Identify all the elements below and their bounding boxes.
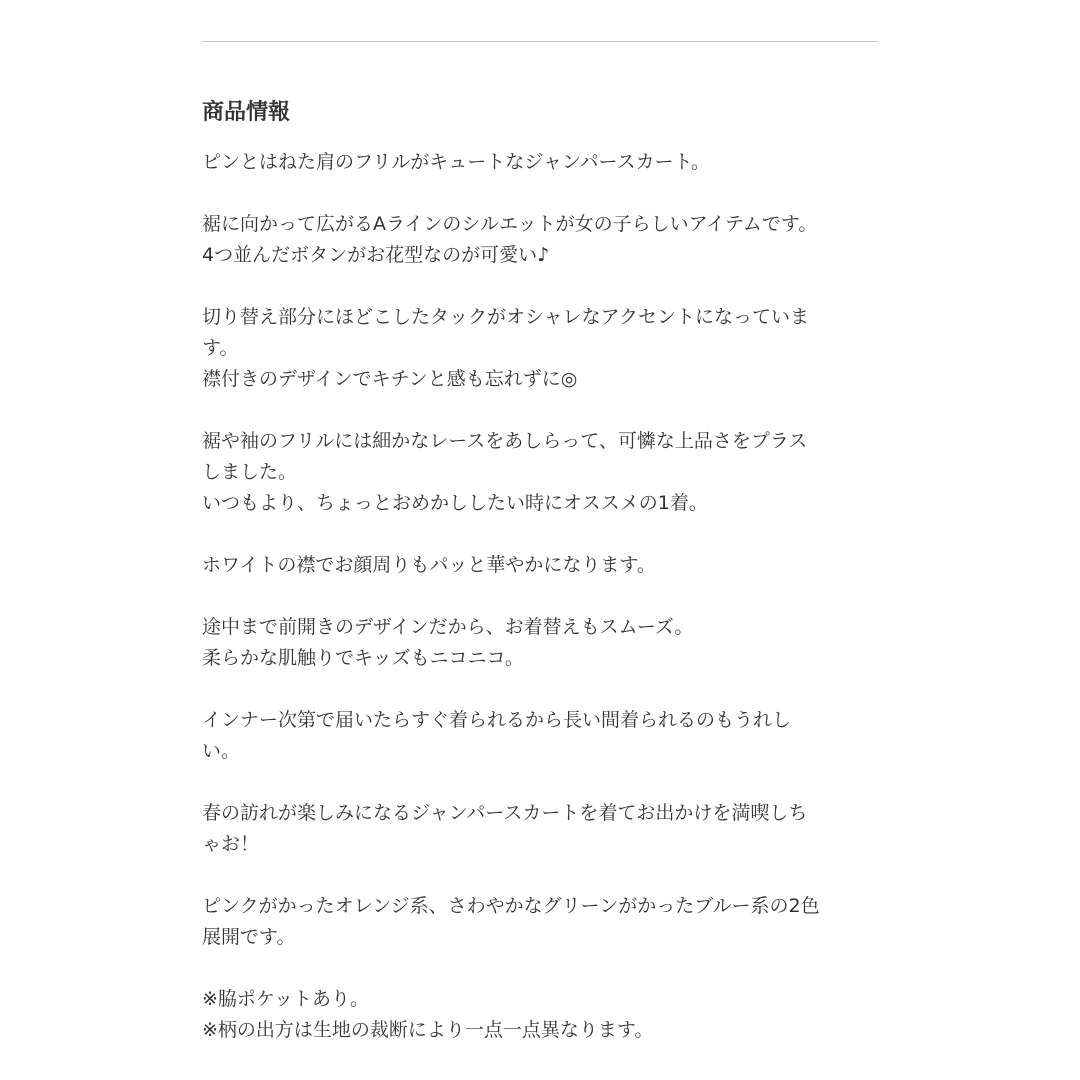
- paragraph-gap: [202, 178, 878, 209]
- description-paragraph: [202, 612, 878, 674]
- paragraph-gap: [202, 860, 878, 891]
- description-line: ゃお！: [202, 833, 260, 855]
- product-description: [202, 147, 878, 1046]
- product-info-section: [202, 96, 878, 1046]
- section-title: 商品情報: [202, 100, 291, 125]
- description-line: 柔らかな肌触りでキッズもニコニコ。: [202, 647, 524, 669]
- description-line: 裾に向かって広がるAラインのシルエットが女の子らしいアイテムです。: [202, 213, 818, 235]
- description-paragraph: [202, 426, 878, 519]
- description-line: ※脇ポケットあり。: [202, 988, 369, 1010]
- paragraph-gap: [202, 395, 878, 426]
- description-line: いつもより、ちょっとおめかししたい時にオススメの1着。: [202, 492, 708, 514]
- paragraph-gap: [202, 271, 878, 302]
- description-line: 展開です。: [202, 926, 296, 948]
- description-paragraph: [202, 891, 878, 953]
- description-line: ホワイトの襟でお顔周りもパッと華やかになります。: [202, 554, 656, 576]
- top-divider: [202, 41, 878, 42]
- description-paragraph: [202, 302, 878, 395]
- description-line: しました。: [202, 461, 298, 483]
- description-line: い。: [202, 740, 241, 762]
- description-line: ピンとはねた肩のフリルがキュートなジャンパースカート。: [202, 151, 710, 173]
- paragraph-gap: [202, 674, 878, 705]
- description-line: 裾や袖のフリルには細かなレースをあしらって、可憐な上品さをプラス: [202, 430, 808, 452]
- description-line: ピンクがかったオレンジ系、さわやかなグリーンがかったブルー系の2色: [202, 895, 820, 917]
- description-paragraph: [202, 147, 878, 178]
- paragraph-gap: [202, 767, 878, 798]
- description-line: す。: [202, 337, 239, 359]
- description-line: 4つ並んだボタンがお花型なのが可愛い♪: [202, 244, 550, 266]
- description-paragraph: [202, 705, 878, 767]
- description-line: ※柄の出方は生地の裁断により一点一点異なります。: [202, 1019, 654, 1041]
- description-paragraph: [202, 550, 878, 581]
- description-paragraph: [202, 209, 878, 271]
- description-line: 春の訪れが楽しみになるジャンパースカートを着てお出かけを満喫しち: [202, 802, 808, 824]
- description-line: インナー次第で届いたらすぐ着られるから長い間着られるのもうれし: [202, 709, 792, 731]
- description-paragraph: [202, 798, 878, 860]
- description-line: 襟付きのデザインでキチンと感も忘れずに◎: [202, 368, 578, 390]
- description-line: 切り替え部分にほどこしたタックがオシャレなアクセントになっていま: [202, 306, 810, 328]
- paragraph-gap: [202, 581, 878, 612]
- description-paragraph: [202, 984, 878, 1046]
- description-line: 途中まで前開きのデザインだから、お着替えもスムーズ。: [202, 616, 694, 638]
- paragraph-gap: [202, 519, 878, 550]
- paragraph-gap: [202, 953, 878, 984]
